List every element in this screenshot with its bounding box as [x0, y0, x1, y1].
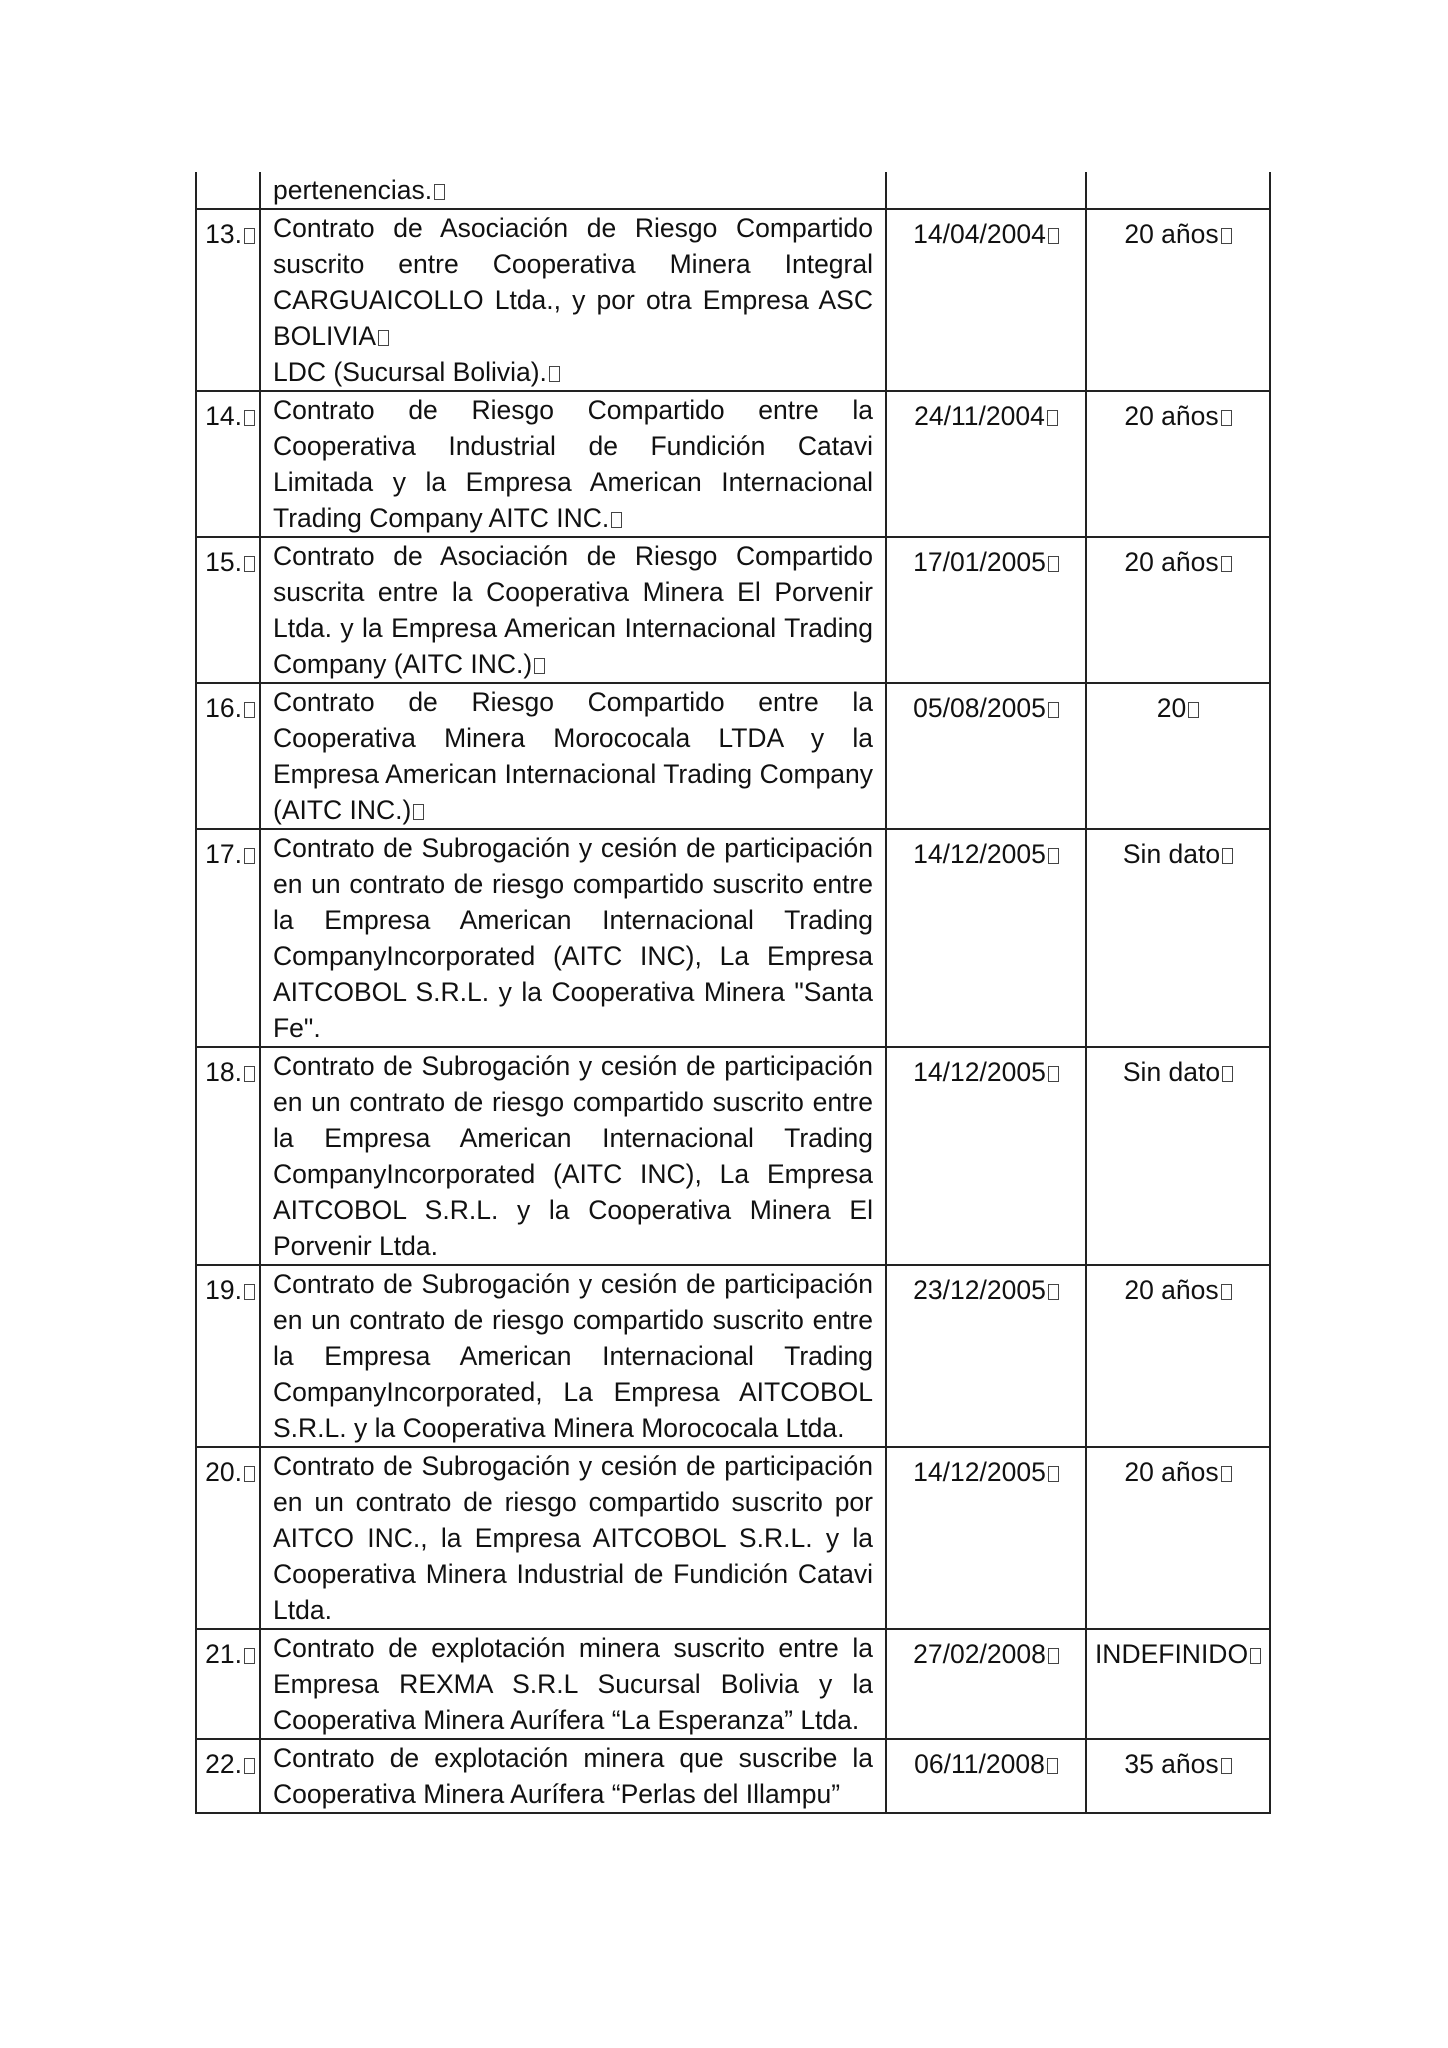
missing-glyph-icon [1222, 848, 1233, 864]
contract-duration: 20 años [1124, 401, 1219, 431]
contract-description: Contrato de Subrogación y cesión de participación en un contrato de riesgo compartido suscrito entre la Empresa American Internacional Trading CompanyIncorporated (AITC INC), La Empresa AITCOBOL S.R.L. y la Cooperativa Minera El Porvenir Ltda. [273, 1051, 873, 1261]
contract-description: LDC (Sucursal Bolivia). [273, 354, 873, 390]
contract-date-cell [886, 391, 1086, 537]
missing-glyph-icon [534, 658, 545, 674]
missing-glyph-icon [1048, 1466, 1059, 1482]
contract-description: Contrato de Riesgo Compartido entre la Cooperativa Industrial de Fundición Catavi Limitada y la Empresa American Internacional Trading Company AITC INC. [273, 395, 873, 533]
contract-duration-cell [1086, 1447, 1270, 1629]
missing-glyph-icon [244, 1648, 255, 1664]
missing-glyph-icon [611, 512, 622, 528]
contract-date-cell [886, 209, 1086, 391]
row-number: 20. [205, 1457, 242, 1487]
contract-date: 24/11/2004 [914, 401, 1045, 431]
contract-description-cell [260, 391, 886, 537]
contract-description-cell [260, 172, 886, 209]
missing-glyph-icon [244, 1066, 255, 1082]
contract-date-cell [886, 1047, 1086, 1265]
contract-description: Contrato de Subrogación y cesión de participación en un contrato de riesgo compartido suscrito entre la Empresa American Internacional Trading CompanyIncorporated, La Empresa AITCOBOL S.R.L. y la Cooperativa Minera Morococala Ltda. [273, 1269, 873, 1443]
missing-glyph-icon [1048, 1284, 1059, 1300]
contract-duration-cell [1086, 1047, 1270, 1265]
contract-date-cell [886, 683, 1086, 829]
contract-duration: 20 años [1124, 1457, 1219, 1487]
missing-glyph-icon [244, 702, 255, 718]
contract-description-cell [260, 1047, 886, 1265]
contract-description: Contrato de Subrogación y cesión de participación en un contrato de riesgo compartido suscrito entre la Empresa American Internacional Trading CompanyIncorporated (AITC INC), La Empresa AITCOBOL S.R.L. y la Cooperativa Minera "Santa Fe". [273, 833, 873, 1043]
row-number-cell [196, 1047, 260, 1265]
contract-date: 14/04/2004 [913, 219, 1046, 249]
contract-duration-cell [1086, 1265, 1270, 1447]
row-number: 13. [205, 219, 242, 249]
row-number-cell [196, 391, 260, 537]
contract-description: Contrato de Asociación de Riesgo Compartido suscrita entre la Cooperativa Minera El Porvenir Ltda. y la Empresa American Internacional Trading Company (AITC INC.) [273, 541, 873, 679]
contracts-table-body [196, 172, 1270, 1813]
missing-glyph-icon [244, 848, 255, 864]
row-number: 18. [205, 1057, 242, 1087]
contract-description: Contrato de Asociación de Riesgo Compartido suscrito entre Cooperativa Minera Integral CARGUAICOLLO Ltda., y por otra Empresa ASC BOLIVIA [273, 213, 873, 351]
missing-glyph-icon [244, 556, 255, 572]
missing-glyph-icon [1048, 556, 1059, 572]
contract-date: 06/11/2008 [914, 1749, 1045, 1779]
table-row [196, 1047, 1270, 1265]
missing-glyph-icon [1250, 1648, 1261, 1664]
row-number: 15. [205, 547, 242, 577]
contract-duration-cell [1086, 391, 1270, 537]
contract-date-cell [886, 1629, 1086, 1739]
row-number-cell [196, 172, 260, 209]
missing-glyph-icon [1048, 228, 1059, 244]
contract-date: 27/02/2008 [913, 1639, 1046, 1669]
row-number-cell [196, 537, 260, 683]
missing-glyph-icon [244, 1758, 255, 1774]
contract-description-cell [260, 1739, 886, 1813]
missing-glyph-icon [1221, 1284, 1232, 1300]
contract-duration-cell [1086, 1629, 1270, 1739]
contract-duration-cell [1086, 829, 1270, 1047]
contract-description: Contrato de Subrogación y cesión de participación en un contrato de riesgo compartido suscrito por AITCO INC., la Empresa AITCOBOL S.R.L. y la Cooperativa Minera Industrial de Fundición Catavi Ltda. [273, 1451, 873, 1625]
table-row [196, 172, 1270, 209]
contract-description: Contrato de Riesgo Compartido entre la Cooperativa Minera Morococala LTDA y la Empresa American Internacional Trading Company (AITC INC.) [273, 687, 873, 825]
contract-date-cell [886, 1447, 1086, 1629]
contract-description: Contrato de explotación minera que suscribe la Cooperativa Minera Aurífera “Perlas del Illampu” [273, 1743, 873, 1809]
missing-glyph-icon [244, 1284, 255, 1300]
row-number: 17. [205, 839, 242, 869]
contract-duration: 20 años [1124, 1275, 1219, 1305]
contract-date: 14/12/2005 [913, 1057, 1046, 1087]
table-row [196, 209, 1270, 391]
missing-glyph-icon [244, 228, 255, 244]
contract-description-cell [260, 829, 886, 1047]
missing-glyph-icon [1221, 228, 1232, 244]
table-row [196, 1629, 1270, 1739]
contract-description: pertenencias. [273, 172, 873, 208]
contract-date: 23/12/2005 [913, 1275, 1046, 1305]
table-row [196, 683, 1270, 829]
contract-duration: 20 años [1124, 547, 1219, 577]
missing-glyph-icon [378, 330, 389, 346]
contract-date-cell [886, 172, 1086, 209]
missing-glyph-icon [549, 366, 560, 382]
contract-duration: 20 años [1124, 219, 1219, 249]
contract-date: 05/08/2005 [913, 693, 1046, 723]
row-number-cell [196, 209, 260, 391]
missing-glyph-icon [1047, 410, 1058, 426]
row-number: 16. [205, 693, 242, 723]
contract-duration: 35 años [1124, 1749, 1219, 1779]
missing-glyph-icon [434, 184, 445, 200]
missing-glyph-icon [1221, 1466, 1232, 1482]
missing-glyph-icon [1222, 1066, 1233, 1082]
missing-glyph-icon [1221, 556, 1232, 572]
table-row [196, 391, 1270, 537]
contract-duration: 20 [1156, 693, 1187, 723]
missing-glyph-icon [1221, 410, 1232, 426]
contract-date-cell [886, 1739, 1086, 1813]
contract-date: 14/12/2005 [913, 839, 1046, 869]
contract-duration-cell [1086, 172, 1270, 209]
contract-description-cell [260, 1629, 886, 1739]
contract-description-cell [260, 537, 886, 683]
contract-description-cell [260, 1265, 886, 1447]
contract-description-cell [260, 1447, 886, 1629]
missing-glyph-icon [1048, 1648, 1059, 1664]
contract-description-cell [260, 209, 886, 391]
contract-duration-cell [1086, 1739, 1270, 1813]
row-number: 21. [205, 1639, 242, 1669]
row-number-cell [196, 1739, 260, 1813]
row-number-cell [196, 1629, 260, 1739]
missing-glyph-icon [244, 1466, 255, 1482]
contract-duration: INDEFINIDO [1094, 1639, 1249, 1669]
contract-duration-cell [1086, 537, 1270, 683]
row-number-cell [196, 1265, 260, 1447]
row-number: 22. [205, 1749, 242, 1779]
contract-description-cell [260, 683, 886, 829]
missing-glyph-icon [1048, 848, 1059, 864]
contract-description: Contrato de explotación minera suscrito entre la Empresa REXMA S.R.L Sucursal Bolivia y la Cooperativa Minera Aurífera “La Esperanza” Ltda. [273, 1633, 873, 1735]
contract-duration: Sin dato [1122, 1057, 1221, 1087]
table-row [196, 537, 1270, 683]
missing-glyph-icon [1221, 1758, 1232, 1774]
contract-duration: Sin dato [1122, 839, 1221, 869]
missing-glyph-icon [413, 804, 424, 820]
table-row [196, 1447, 1270, 1629]
contract-date-cell [886, 829, 1086, 1047]
contract-date-cell [886, 537, 1086, 683]
table-row [196, 1265, 1270, 1447]
row-number: 19. [205, 1275, 242, 1305]
missing-glyph-icon [1047, 1758, 1058, 1774]
row-number-cell [196, 829, 260, 1047]
table-row [196, 1739, 1270, 1813]
contracts-table [195, 172, 1271, 1814]
missing-glyph-icon [1048, 1066, 1059, 1082]
row-number: 14. [205, 401, 242, 431]
row-number-cell [196, 683, 260, 829]
missing-glyph-icon [1048, 702, 1059, 718]
contract-duration-cell [1086, 683, 1270, 829]
row-number-cell [196, 1447, 260, 1629]
contract-date: 17/01/2005 [913, 547, 1046, 577]
missing-glyph-icon [244, 410, 255, 426]
table-row [196, 829, 1270, 1047]
missing-glyph-icon [1188, 702, 1199, 718]
contract-date: 14/12/2005 [913, 1457, 1046, 1487]
contract-duration-cell [1086, 209, 1270, 391]
contract-date-cell [886, 1265, 1086, 1447]
